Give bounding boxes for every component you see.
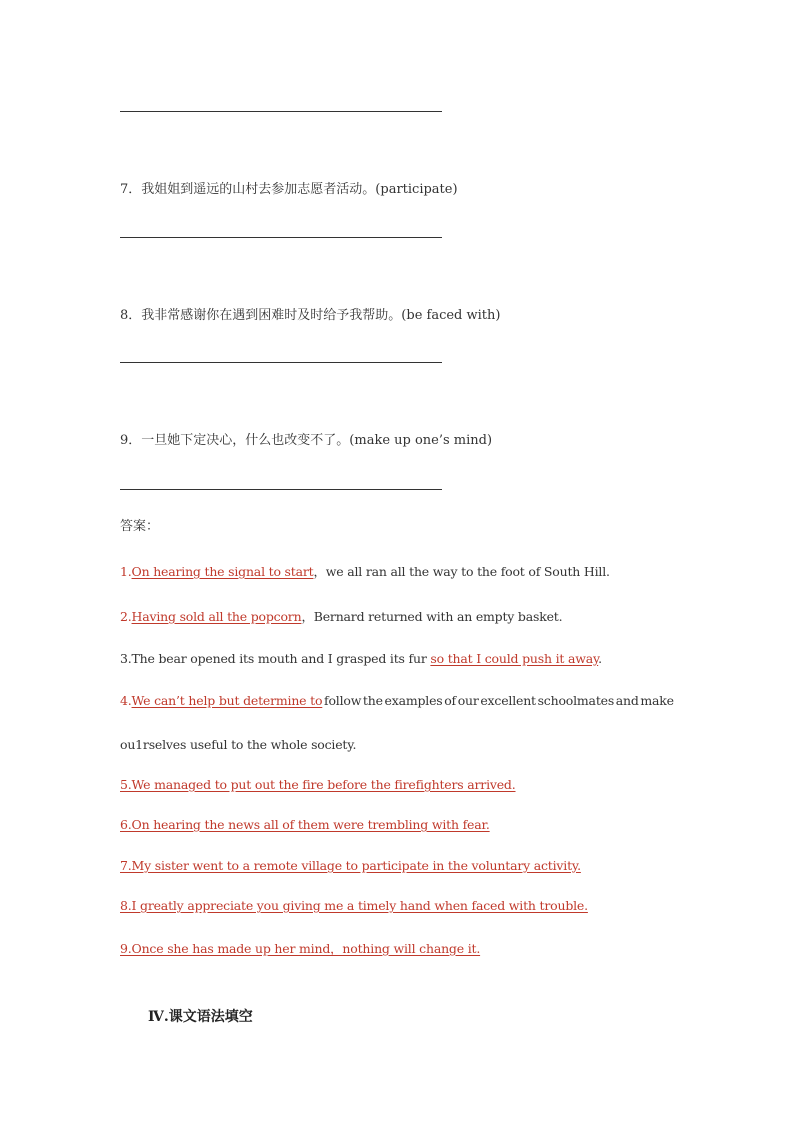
answer-9: 9.Once she has made up her mind，nothing will change it. (120, 941, 481, 956)
question-7-number: 7． (120, 182, 142, 197)
section-title: Ⅳ.课文语法填空 (148, 1009, 253, 1025)
answer-4-lead (120, 693, 322, 708)
answer-4-word: schoolmates (537, 693, 615, 708)
answer-2-number: 2. (120, 609, 132, 624)
answer-4-underlined: We can’t help but determine to (131, 693, 323, 708)
answer-line-8 (120, 362, 442, 363)
answer-4-word: excellent (480, 693, 536, 708)
question-9 (120, 429, 492, 448)
answer-line-6 (120, 111, 442, 112)
answer-8: 8.I greatly appreciate you giving me a timely hand when faced with trouble. (120, 898, 588, 913)
answer-5: 5.We managed to put out the fire before the firefighters arrived. (120, 777, 516, 792)
answer-6: 6.On hearing the news all of them were trembling with fear. (120, 817, 490, 832)
answer-4-line-2: ou1rselves useful to the whole society. (120, 737, 357, 752)
answer-1-rest: ，we all ran all the way to the foot of South Hill. (313, 564, 610, 579)
answer-3 (120, 651, 602, 666)
answer-4-word: of (444, 693, 456, 708)
question-8-text: 我非常感谢你在遇到困难时及时给予我帮助。 (141, 308, 402, 323)
question-9-hint: (make up one’s mind) (349, 433, 493, 448)
question-8 (120, 304, 500, 323)
question-8-number: 8． (120, 308, 142, 323)
answer-1-underlined: On hearing the signal to start (131, 564, 314, 579)
answer-4-word: examples (384, 693, 443, 708)
answer-line-9 (120, 489, 442, 490)
answer-1 (120, 562, 610, 580)
answer-4-word: and (615, 693, 639, 708)
question-7-hint: (participate) (375, 182, 458, 197)
answer-4-word: our (457, 693, 479, 708)
question-8-hint: (be faced with) (401, 308, 501, 323)
answers-label: 答案： (120, 519, 160, 534)
answer-2-underlined: Having sold all the popcorn (131, 609, 302, 624)
answer-4-line-1 (120, 693, 674, 708)
question-9-number: 9． (120, 433, 142, 448)
answer-3-underlined: so that I could push it away (430, 651, 599, 666)
answer-4-word: the (362, 693, 383, 708)
answer-4-word: follow (324, 693, 362, 708)
answer-2-rest: ，Bernard returned with an empty basket. (301, 609, 563, 624)
answer-line-7 (120, 237, 442, 238)
question-9-text: 一旦她下定决心，什么也改变不了。 (141, 433, 350, 448)
answer-3-prefix: 3.The bear opened its mouth and I grasped its fur (120, 651, 431, 666)
answer-4-word: make (640, 693, 674, 708)
answer-4-number: 4. (120, 693, 132, 708)
answer-3-suffix: . (598, 651, 602, 666)
question-7 (120, 178, 458, 197)
question-7-text: 我姐姐到遥远的山村去参加志愿者活动。 (141, 182, 376, 197)
answer-2 (120, 607, 562, 625)
answer-1-number: 1. (120, 564, 132, 579)
answer-7: 7.My sister went to a remote village to participate in the voluntary activity. (120, 858, 581, 873)
